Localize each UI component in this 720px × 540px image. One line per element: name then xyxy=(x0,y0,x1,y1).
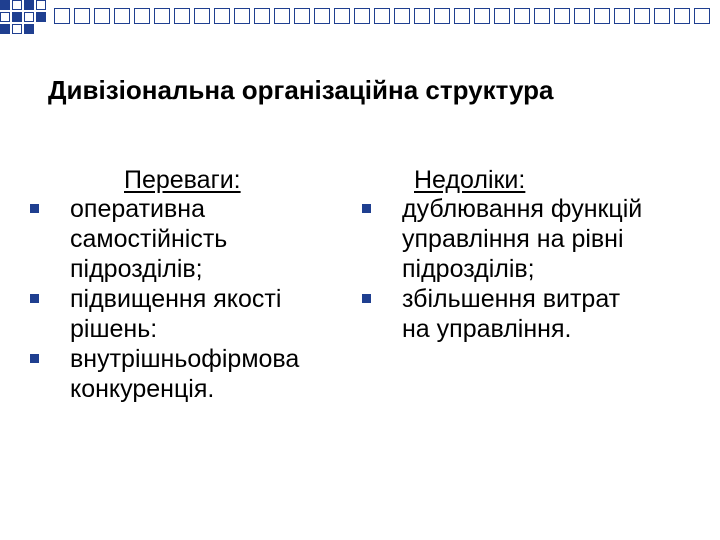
square-bullet-icon xyxy=(30,204,39,213)
decor-square xyxy=(374,8,390,24)
square-bullet-icon xyxy=(362,204,371,213)
decor-square xyxy=(36,12,46,22)
decor-square xyxy=(274,8,290,24)
decor-square xyxy=(194,8,210,24)
advantages-heading: Переваги: xyxy=(124,166,241,194)
decor-square xyxy=(12,0,22,10)
square-bullet-icon xyxy=(30,354,39,363)
decor-square xyxy=(614,8,630,24)
advantages-list xyxy=(30,194,350,404)
decor-square xyxy=(474,8,490,24)
square-bullet-icon xyxy=(30,294,39,303)
decor-square xyxy=(514,8,530,24)
decor-square xyxy=(36,0,46,10)
list-item xyxy=(30,284,350,344)
decor-square xyxy=(54,8,70,24)
list-item-text: внутрішньофірмова конкуренція. xyxy=(70,345,300,403)
decor-square xyxy=(0,12,10,22)
list-item xyxy=(30,194,350,284)
disadvantages-column xyxy=(362,166,692,344)
decor-square xyxy=(12,12,22,22)
decor-square xyxy=(94,8,110,24)
decor-square xyxy=(254,8,270,24)
decor-square xyxy=(454,8,470,24)
list-item-text: дублювання функцій управління на рівні підрозділів; xyxy=(402,195,643,283)
decor-square xyxy=(414,8,430,24)
decor-square xyxy=(134,8,150,24)
square-bullet-icon xyxy=(362,294,371,303)
decor-square xyxy=(24,24,34,34)
slide-title: Дивізіональна організаційна структура xyxy=(48,75,554,105)
decor-square xyxy=(434,8,450,24)
decor-square xyxy=(394,8,410,24)
decor-square xyxy=(634,8,650,24)
decor-square xyxy=(12,24,22,34)
decor-square xyxy=(674,8,690,24)
decor-square xyxy=(0,0,10,10)
decor-square xyxy=(314,8,330,24)
decor-square xyxy=(494,8,510,24)
advantages-column xyxy=(30,166,350,404)
list-item xyxy=(30,344,350,404)
decor-square xyxy=(114,8,130,24)
decor-square xyxy=(554,8,570,24)
list-item xyxy=(362,194,692,284)
disadvantages-list xyxy=(362,194,692,344)
decor-square xyxy=(24,12,34,22)
decor-square xyxy=(154,8,170,24)
decor-square xyxy=(534,8,550,24)
decor-square xyxy=(294,8,310,24)
decorative-square-pattern xyxy=(0,0,720,40)
list-item-text: підвищення якості рішень: xyxy=(70,285,282,343)
decor-square xyxy=(234,8,250,24)
decor-square xyxy=(214,8,230,24)
decor-square xyxy=(174,8,190,24)
decor-square xyxy=(0,24,10,34)
disadvantages-heading: Недоліки: xyxy=(414,166,526,194)
decor-square xyxy=(24,0,34,10)
decor-square xyxy=(574,8,590,24)
decor-square xyxy=(354,8,370,24)
decor-square xyxy=(694,8,710,24)
decor-square xyxy=(334,8,350,24)
list-item-text: збільшення витрат на управління. xyxy=(402,285,621,343)
decor-square xyxy=(654,8,670,24)
list-item-text: оперативна самостійність підрозділів; xyxy=(70,195,228,283)
decor-square xyxy=(594,8,610,24)
decor-square xyxy=(74,8,90,24)
list-item xyxy=(362,284,692,344)
